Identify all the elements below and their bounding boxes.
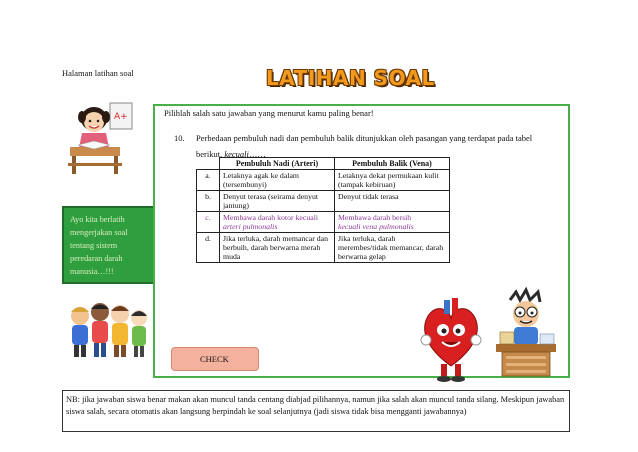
question-instruction: Pilihlah salah satu jawaban yang menurut kamu paling benar! xyxy=(164,108,374,118)
option-letter[interactable]: d. xyxy=(197,233,220,263)
answer-option-d[interactable] xyxy=(197,233,450,263)
table-header-artery: Pembuluh Nadi (Arteri) xyxy=(220,158,335,170)
kids-group-illustration xyxy=(66,298,154,360)
table-header-option xyxy=(197,158,220,170)
option-letter[interactable]: c. xyxy=(197,212,220,233)
table-header-row xyxy=(197,158,450,170)
heart-character-illustration xyxy=(418,296,484,384)
question-number: 10. xyxy=(174,133,185,143)
answer-option-b[interactable] xyxy=(197,191,450,212)
vein-exception: kecuali vena pulmonalis xyxy=(338,222,414,231)
artery-cell xyxy=(220,212,335,233)
answer-table xyxy=(196,157,450,263)
page-caption: Halaman latihan soal xyxy=(62,68,134,78)
vein-text: Membawa darah bersih xyxy=(338,213,412,222)
answer-option-c[interactable] xyxy=(197,212,450,233)
question-exception-word: kecuali xyxy=(224,149,249,159)
vein-cell: Jika terluka, darah merembes/tidak memancar, darah berwarna gelap xyxy=(335,233,450,263)
hint-box: Ayo kita berlatih mengerjakan soal tentang sistem peredaran darah manusia…!!! xyxy=(62,206,156,284)
artery-text: Membawa darah kotor kecuali xyxy=(223,213,319,222)
vein-cell xyxy=(335,212,450,233)
question-line-2-prefix: berikut, xyxy=(196,149,223,159)
vein-cell: Letaknya dekat permukaan kulit (tampak kebiruan) xyxy=(335,170,450,191)
table-header-vein: Pembuluh Balik (Vena) xyxy=(335,158,450,170)
question-line-1: Perbedaan pembuluh nadi dan pembuluh balik ditunjukkan oleh pasangan yang terdapat pada tabel xyxy=(196,133,533,143)
option-letter[interactable]: a. xyxy=(197,170,220,191)
latihan-soal-banner: LATIHAN SOAL xyxy=(266,66,435,90)
artery-exception: arteri pulmonalis xyxy=(223,222,278,231)
artery-cell: Jika terluka, darah memancar dan berbuih, darah berwarna merah muda xyxy=(220,233,335,263)
check-button[interactable]: CHECK xyxy=(171,347,259,371)
vein-cell: Denyut tidak terasa xyxy=(335,191,450,212)
board-grade-label: A+ xyxy=(114,112,128,122)
option-letter[interactable]: b. xyxy=(197,191,220,212)
artery-cell: Letaknya agak ke dalam (tersembunyi) xyxy=(220,170,335,191)
stressed-student-illustration xyxy=(490,292,562,384)
answer-option-a[interactable] xyxy=(197,170,450,191)
artery-cell: Denyut terasa (seirama denyut jantung) xyxy=(220,191,335,212)
note-box: NB: jika jawaban siswa benar makan akan muncul tanda centang diabjad pilihannya, namun jika salah akan muncul tanda silang. Meskipun jawaban siswa salah, secara otomatis akan langsung berpindah ke soal selanjutnya (jadi siswa tidak bisa mengganti jawabannya) xyxy=(62,390,570,432)
student-writing-illustration xyxy=(64,97,144,177)
question-line-2-suffix: …… xyxy=(248,149,266,159)
